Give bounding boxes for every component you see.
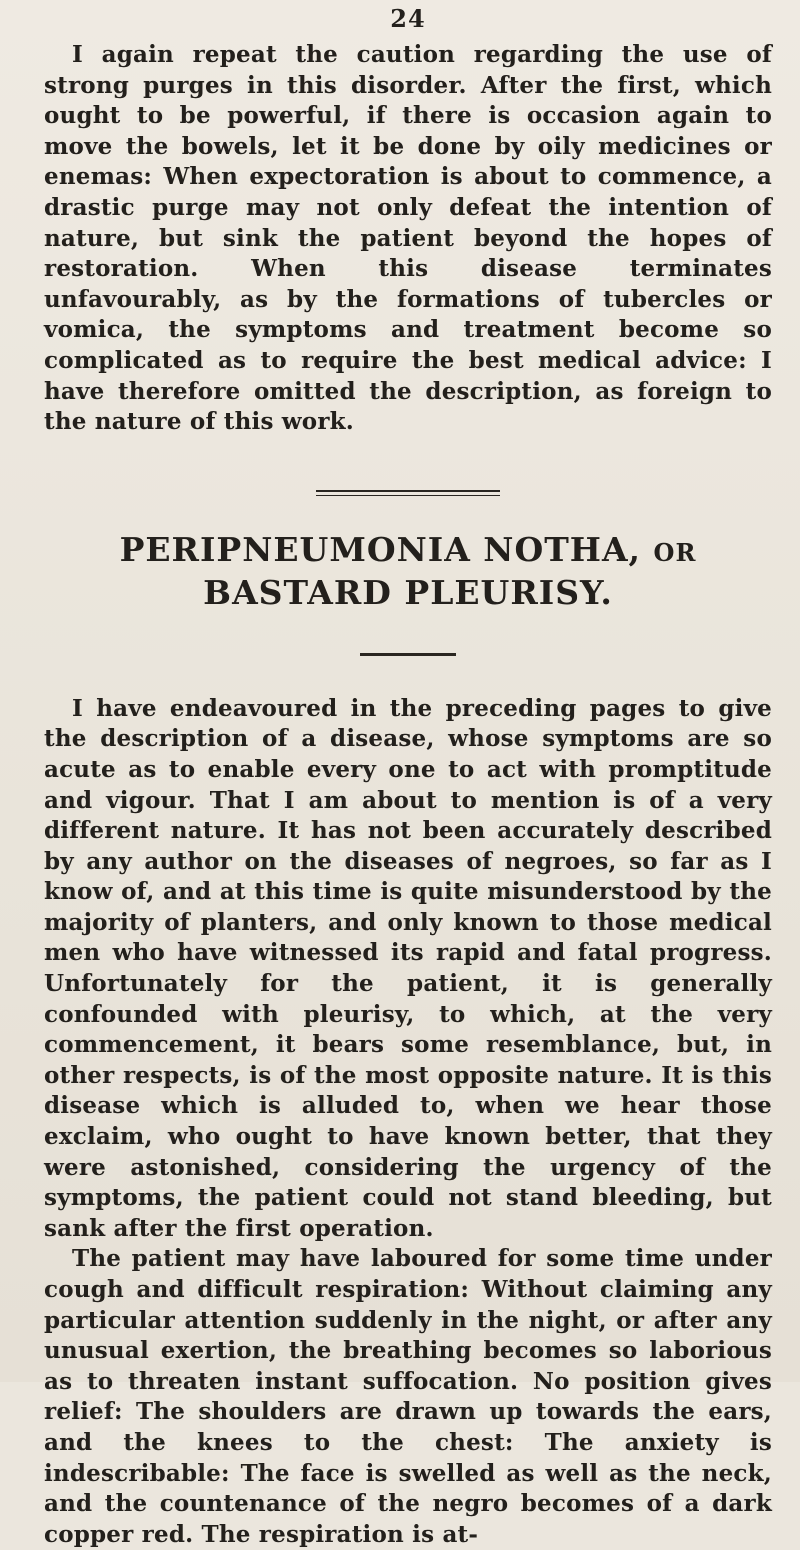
paragraph-purges: I again repeat the caution regarding the use of strong purges in this disorder. After the first, which ought to be powerful, if there is occasion again to move the bowels, let it be done by oily medicines or enemas: When expectoration is about to commence, a drastic purge may not only defeat the intention of nature, but sink the patient beyond the hopes of restoration. When this disease terminates unfavourably, as by the formations of tubercles or vomica, the symptoms and treatment become so complicated as to require the best medical advice: I have therefore omitted the description, as foreign to the nature of this work. <box>44 41 772 436</box>
section-title <box>44 530 772 613</box>
page-number: 24 <box>390 4 426 33</box>
section-title-main: PERIPNEUMONIA NOTHA, <box>119 529 642 569</box>
title-underline-rule <box>360 653 456 656</box>
section-title-rest: BASTARD PLEURISY. <box>203 572 613 612</box>
paragraph-symptoms: The patient may have laboured for some time under cough and difficult respiration: Without claiming any particular attention suddenly in the night, or after any unusual exertion, the breathing becomes so laborious as to threaten instant suffocation. No position gives relief: The shoulders are drawn up towards the ears, and the knees to the chest: The anxiety is indescribable: The face is swelled as well as the neck, and the countenance of the negro becomes of a dark copper red. The respiration is at- <box>44 1245 772 1548</box>
section-divider-rule <box>316 490 500 496</box>
section-title-or: OR <box>653 537 697 567</box>
paragraph-introduction: I have endeavoured in the preceding pages to give the description of a disease, whose symptoms are so acute as to enable every one to act with promptitude and vigour. That I am about to mention is of a very different nature. It has not been accurately described by any author on the diseases of negroes, so far as I know of, and at this time is quite misunderstood by the majority of planters, and only known to those medical men who have witnessed its rapid and fatal progress. Unfortunately for the patient, it is generally confounded with pleurisy, to which, at the very commencement, it bears some resemblance, but, in other respects, is of the most opposite nature. It is this disease which is alluded to, when we hear those exclaim, who ought to have known better, that they were astonished, considering the urgency of the symptoms, the patient could not stand bleeding, but sank after the first operation. <box>44 694 772 1242</box>
